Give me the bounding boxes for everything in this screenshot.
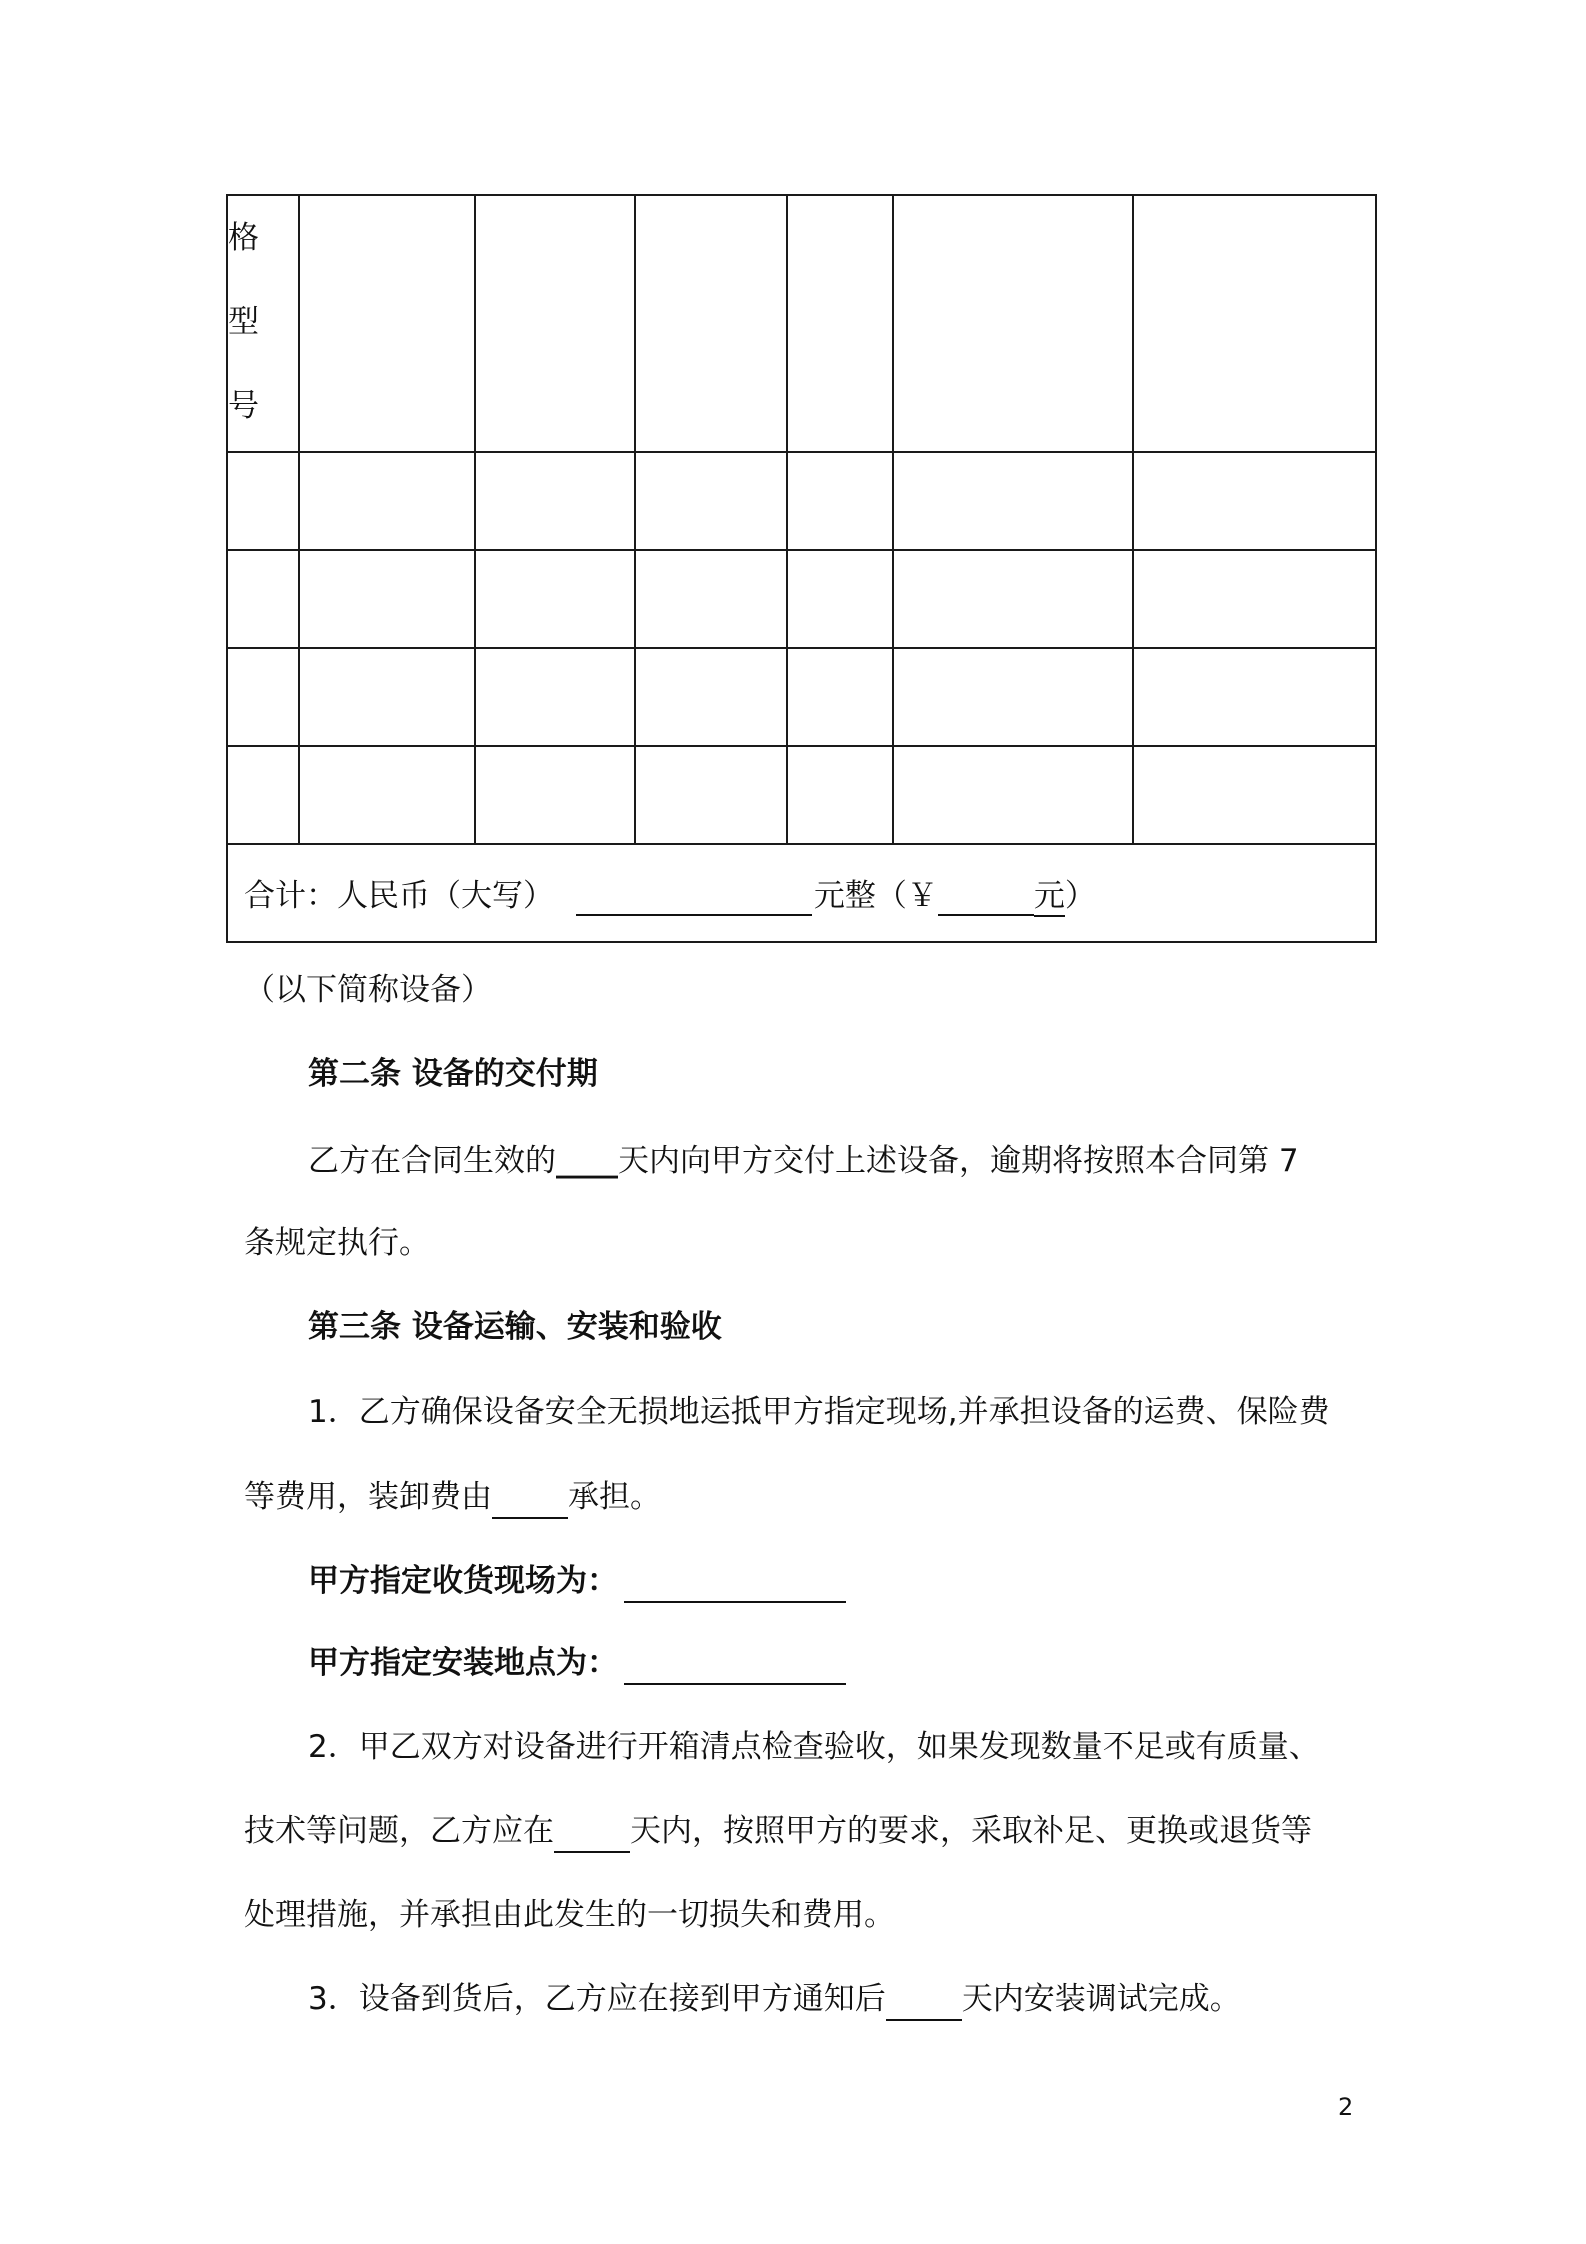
amount-words-blank[interactable] <box>576 878 812 916</box>
table-cell <box>1133 195 1376 452</box>
table-row <box>227 452 1376 550</box>
receive-site-line <box>308 1561 846 1603</box>
table-cell[interactable] <box>299 746 475 844</box>
table-row <box>227 648 1376 746</box>
total-cell <box>227 844 1376 942</box>
table-cell[interactable] <box>227 746 299 844</box>
text-span: 天内安装调试完成。 <box>961 1981 1241 2017</box>
total-unit: 元 <box>1034 870 1065 917</box>
equipment-table <box>226 194 1377 943</box>
article-3-item-2-line-3: 处理措施，并承担由此发生的一切损失和费用。 <box>244 1897 895 1933</box>
article-3-item-3 <box>308 1979 1241 2021</box>
table-cell[interactable] <box>893 746 1133 844</box>
table-cell[interactable] <box>787 746 893 844</box>
table-cell[interactable] <box>299 648 475 746</box>
table-cell[interactable] <box>787 648 893 746</box>
table-cell[interactable] <box>1133 648 1376 746</box>
spec-model-header <box>227 195 299 452</box>
total-mid: 元整（￥ <box>813 877 938 914</box>
article-3-item-2-line-1: 2．甲乙双方对设备进行开箱清点检查验收，如果发现数量不足或有质量、 <box>308 1729 1320 1765</box>
unloading-party-blank[interactable] <box>492 1477 568 1519</box>
table-cell[interactable] <box>475 648 635 746</box>
text-span: 技术等问题，乙方应在 <box>244 1813 554 1849</box>
text-span: 等费用，装卸费由 <box>244 1479 492 1515</box>
table-cell[interactable] <box>635 550 787 648</box>
table-cell[interactable] <box>787 452 893 550</box>
table-cell <box>299 195 475 452</box>
header-char: 格 <box>228 220 259 256</box>
header-char: 号 <box>228 388 259 424</box>
table-cell[interactable] <box>635 746 787 844</box>
table-cell[interactable] <box>475 452 635 550</box>
install-site-blank[interactable] <box>624 1643 846 1685</box>
table-cell[interactable] <box>1133 746 1376 844</box>
text-span: 3．设备到货后，乙方应在接到甲方通知后 <box>308 1981 886 2017</box>
receive-site-blank[interactable] <box>624 1561 846 1603</box>
table-cell[interactable] <box>299 550 475 648</box>
article-2-title: 第二条 设备的交付期 <box>308 1056 598 1092</box>
table-cell <box>635 195 787 452</box>
page-number: 2 <box>1338 2093 1354 2121</box>
text-span: 天内，按照甲方的要求，采取补足、更换或退货等 <box>630 1813 1312 1849</box>
table-cell[interactable] <box>299 452 475 550</box>
table-cell[interactable] <box>787 550 893 648</box>
article-3-title: 第三条 设备运输、安装和验收 <box>308 1309 722 1345</box>
table-cell[interactable] <box>475 550 635 648</box>
article-3-item-1-line-2 <box>244 1477 661 1519</box>
table-cell[interactable] <box>227 648 299 746</box>
table-cell[interactable] <box>635 452 787 550</box>
table-cell[interactable] <box>893 452 1133 550</box>
table-cell <box>787 195 893 452</box>
table-cell <box>893 195 1133 452</box>
total-row <box>227 844 1376 942</box>
table-cell[interactable] <box>635 648 787 746</box>
table-row <box>227 746 1376 844</box>
text-span: 承担。 <box>568 1479 661 1515</box>
text-span: 天内向甲方交付上述设备，逾期将按照本合同第 7 <box>618 1143 1299 1179</box>
table-cell[interactable] <box>893 648 1133 746</box>
table-cell[interactable] <box>227 550 299 648</box>
amount-figure-blank[interactable] <box>938 878 1034 916</box>
install-site-label: 甲方指定安装地点为： <box>308 1645 618 1681</box>
article-2-line-1 <box>308 1141 1299 1181</box>
article-2-line-2: 条规定执行。 <box>244 1225 430 1261</box>
receive-site-label: 甲方指定收货现场为： <box>308 1563 618 1599</box>
table-cell[interactable] <box>1133 550 1376 648</box>
table-cell[interactable] <box>893 550 1133 648</box>
table-row <box>227 550 1376 648</box>
table-header-row <box>227 195 1376 452</box>
table-cell[interactable] <box>227 452 299 550</box>
total-prefix: 合计：人民币（大写） <box>244 877 554 914</box>
table-cell[interactable] <box>1133 452 1376 550</box>
install-days-blank[interactable] <box>886 1979 962 2021</box>
total-suffix: ） <box>1064 877 1096 914</box>
days-blank[interactable]: ____ <box>556 1143 618 1179</box>
article-3-item-1-line-1: 1．乙方确保设备安全无损地运抵甲方指定现场,并承担设备的运费、保险费 <box>308 1394 1330 1430</box>
article-3-item-2-line-2 <box>244 1811 1312 1853</box>
install-site-line <box>308 1643 846 1685</box>
header-char: 型 <box>228 304 259 340</box>
table-cell[interactable] <box>475 746 635 844</box>
remedy-days-blank[interactable] <box>554 1811 630 1853</box>
abbrev-note: （以下简称设备） <box>244 972 492 1008</box>
table-cell <box>475 195 635 452</box>
text-span: 乙方在合同生效的 <box>308 1143 556 1179</box>
